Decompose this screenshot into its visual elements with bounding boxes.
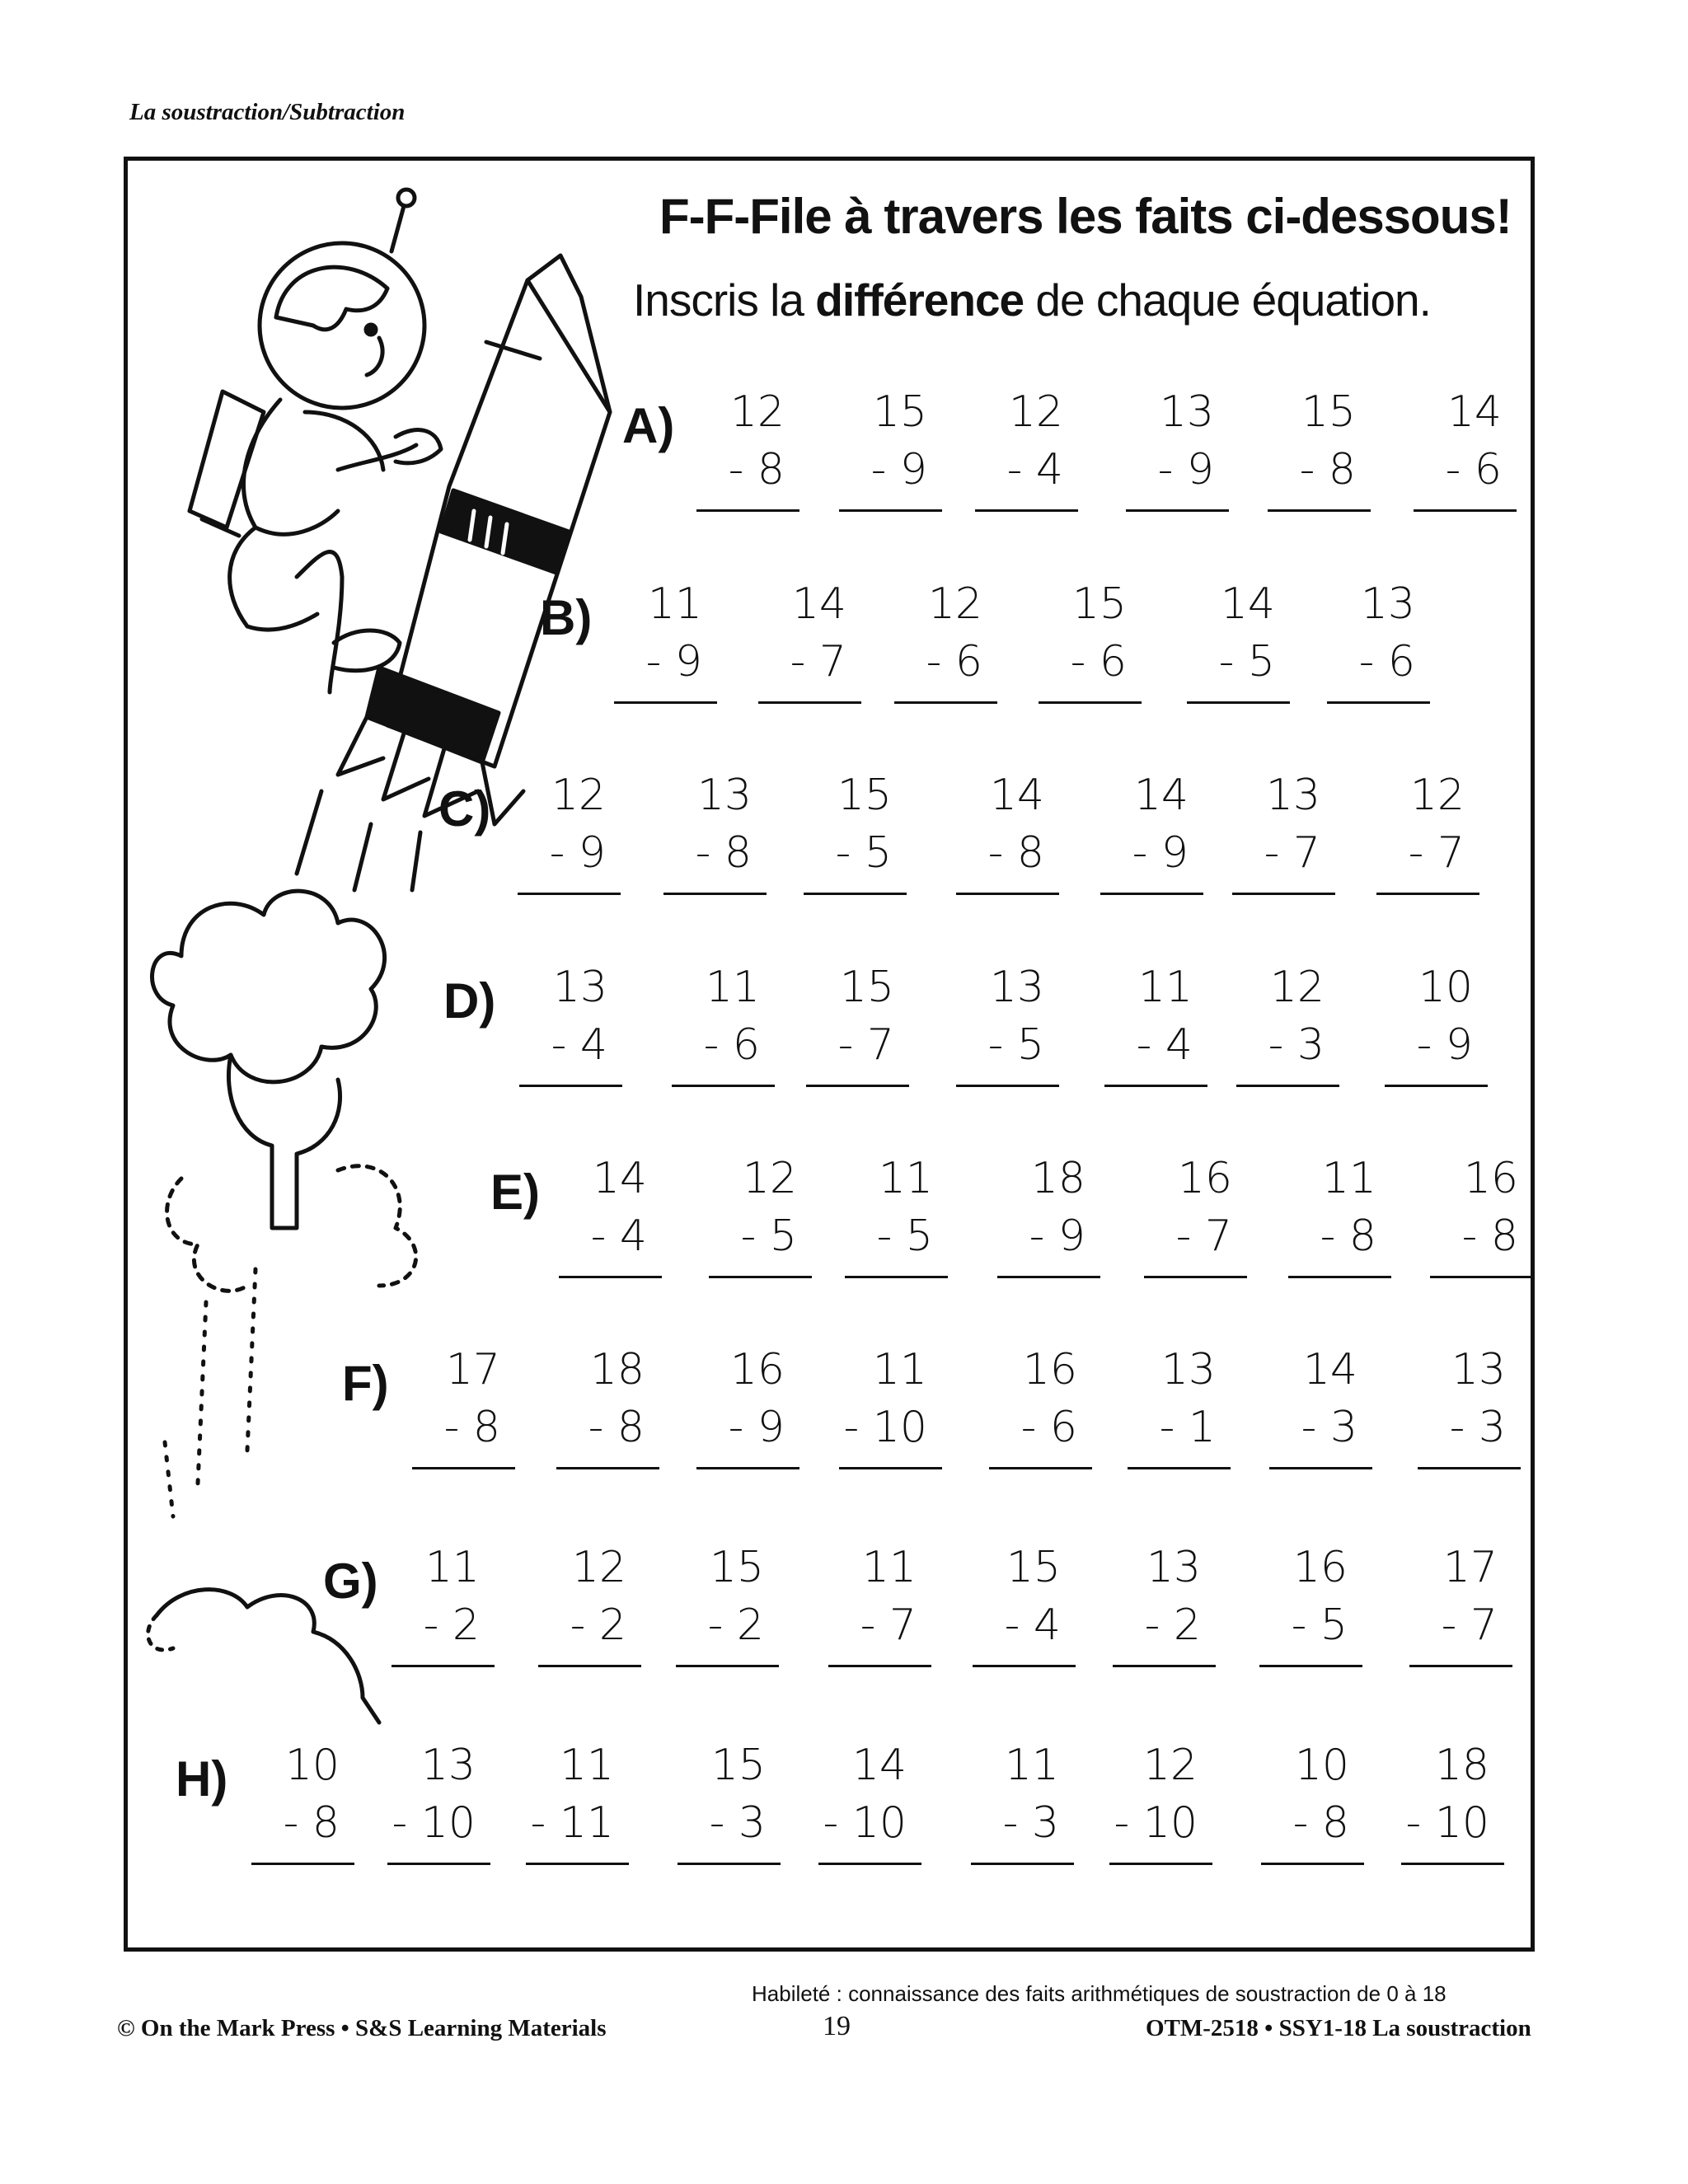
minuend: 12: [1142, 1741, 1198, 1790]
subtrahend: - 7: [837, 1020, 894, 1070]
minuend: 11: [705, 963, 760, 1012]
subtrahend: - 9: [1029, 1212, 1085, 1261]
minuend: 13: [1360, 579, 1415, 629]
answer-line[interactable]: [1126, 509, 1229, 512]
subtrahend: - 7: [1175, 1212, 1232, 1261]
answer-line[interactable]: [956, 1085, 1059, 1087]
answer-line[interactable]: [806, 1085, 909, 1087]
minuend: 11: [1137, 963, 1193, 1012]
answer-line[interactable]: [804, 893, 907, 895]
minuend: 11: [647, 579, 702, 629]
minuend: 13: [989, 963, 1044, 1012]
minuend: 11: [878, 1154, 933, 1203]
answer-line[interactable]: [696, 509, 799, 512]
minuend: 13: [420, 1741, 476, 1790]
answer-line[interactable]: [538, 1665, 641, 1667]
row-label: C): [438, 781, 491, 837]
answer-line[interactable]: [614, 701, 717, 704]
worksheet-title: F-F-File à travers les faits ci-dessous!: [659, 189, 1512, 244]
answer-line[interactable]: [997, 1276, 1100, 1278]
subtrahend: - 3: [1002, 1798, 1059, 1848]
worksheet-instruction: [633, 274, 1431, 326]
row-label: A): [622, 398, 675, 453]
subtrahend: - 8: [1461, 1212, 1518, 1261]
minuend: 12: [742, 1154, 797, 1203]
answer-line[interactable]: [1327, 701, 1430, 704]
answer-line[interactable]: [518, 893, 621, 895]
answer-line[interactable]: [519, 1085, 622, 1087]
answer-line[interactable]: [839, 509, 942, 512]
minuend: 10: [284, 1741, 340, 1790]
answer-line[interactable]: [412, 1467, 515, 1469]
answer-line[interactable]: [387, 1863, 490, 1865]
answer-line[interactable]: [1430, 1276, 1533, 1278]
minuend: 14: [1302, 1345, 1357, 1394]
subtrahend: - 5: [1291, 1601, 1348, 1650]
answer-line[interactable]: [971, 1863, 1074, 1865]
minuend: 17: [1442, 1543, 1498, 1592]
minuend: 15: [1071, 579, 1127, 629]
answer-line[interactable]: [1418, 1467, 1521, 1469]
subtrahend: - 7: [860, 1601, 917, 1650]
subtrahend: - 3: [709, 1798, 766, 1848]
minuend: 14: [851, 1741, 907, 1790]
answer-line[interactable]: [1232, 893, 1335, 895]
subtrahend: - 8: [1320, 1212, 1376, 1261]
answer-line[interactable]: [392, 1665, 495, 1667]
minuend: 15: [839, 963, 894, 1012]
answer-line[interactable]: [1269, 1467, 1372, 1469]
minuend: 16: [1022, 1345, 1077, 1394]
subtrahend: - 7: [1441, 1601, 1498, 1650]
minuend: 12: [1409, 771, 1465, 820]
subtrahend: - 3: [1268, 1020, 1325, 1070]
minuend: 14: [1133, 771, 1189, 820]
minuend: 14: [989, 771, 1044, 820]
answer-line[interactable]: [1236, 1085, 1339, 1087]
minuend: 11: [1004, 1741, 1059, 1790]
subtrahend: - 9: [1416, 1020, 1473, 1070]
answer-line[interactable]: [1268, 509, 1371, 512]
subtrahend: - 10: [843, 1403, 927, 1452]
answer-line[interactable]: [818, 1863, 921, 1865]
minuend: 13: [1160, 1345, 1216, 1394]
row-label: B): [540, 590, 593, 645]
answer-line[interactable]: [526, 1863, 629, 1865]
subtrahend: - 3: [1449, 1403, 1506, 1452]
minuend: 15: [872, 387, 927, 437]
answer-line[interactable]: [1039, 701, 1142, 704]
subtrahend: - 1: [1159, 1403, 1216, 1452]
answer-line[interactable]: [676, 1665, 779, 1667]
minuend: 13: [1451, 1345, 1506, 1394]
minuend: 10: [1418, 963, 1473, 1012]
minuend: 13: [696, 771, 752, 820]
subtrahend: - 6: [1445, 445, 1502, 494]
answer-line[interactable]: [1109, 1863, 1212, 1865]
subtrahend: - 10: [1405, 1798, 1489, 1848]
subtrahend: - 4: [590, 1212, 647, 1261]
answer-line[interactable]: [1376, 893, 1479, 895]
answer-line[interactable]: [839, 1467, 942, 1469]
section-header: La soustraction/Subtraction: [129, 99, 406, 125]
problem-row: [0, 1154, 1688, 1302]
answer-line[interactable]: [556, 1467, 659, 1469]
subtrahend: - 5: [876, 1212, 933, 1261]
answer-line[interactable]: [678, 1863, 781, 1865]
subtrahend: - 10: [392, 1798, 476, 1848]
subtrahend: - 5: [987, 1020, 1044, 1070]
minuend: 12: [571, 1543, 626, 1592]
answer-line[interactable]: [1104, 1085, 1207, 1087]
problem-row: [0, 579, 1688, 728]
minuend: 15: [1301, 387, 1356, 437]
subtrahend: - 2: [423, 1601, 480, 1650]
minuend: 12: [1269, 963, 1325, 1012]
subtrahend: - 3: [1301, 1403, 1357, 1452]
minuend: 10: [1294, 1741, 1349, 1790]
subtrahend: - 8: [588, 1403, 645, 1452]
minuend: 12: [1008, 387, 1063, 437]
instruction-prefix: Inscris la: [633, 274, 816, 326]
footer-skill: Habileté : connaissance des faits arithmétiques de soustraction de 0 à 18: [752, 1981, 1447, 2006]
answer-line[interactable]: [1261, 1863, 1364, 1865]
problem-row: [0, 1345, 1688, 1493]
subtrahend: - 6: [703, 1020, 760, 1070]
answer-line[interactable]: [845, 1276, 948, 1278]
subtrahend: - 9: [870, 445, 927, 494]
minuend: 18: [1434, 1741, 1489, 1790]
subtrahend: - 10: [1114, 1798, 1198, 1848]
minuend: 14: [791, 579, 846, 629]
minuend: 18: [1030, 1154, 1085, 1203]
answer-line[interactable]: [1414, 509, 1517, 512]
minuend: 14: [1447, 387, 1502, 437]
subtrahend: - 7: [790, 637, 846, 687]
subtrahend: - 8: [728, 445, 785, 494]
answer-line[interactable]: [709, 1276, 812, 1278]
answer-line[interactable]: [1144, 1276, 1247, 1278]
answer-line[interactable]: [894, 701, 997, 704]
answer-line[interactable]: [1113, 1665, 1216, 1667]
minuend: 18: [589, 1345, 645, 1394]
minuend: 15: [710, 1741, 766, 1790]
row-label: H): [176, 1751, 228, 1807]
subtrahend: - 6: [1070, 637, 1127, 687]
minuend: 16: [729, 1345, 785, 1394]
row-label: G): [323, 1554, 378, 1609]
answer-line[interactable]: [1128, 1467, 1231, 1469]
minuend: 14: [592, 1154, 647, 1203]
subtrahend: - 9: [645, 637, 702, 687]
subtrahend: - 5: [1218, 637, 1275, 687]
minuend: 11: [1321, 1154, 1376, 1203]
answer-line[interactable]: [559, 1276, 662, 1278]
subtrahend: - 8: [283, 1798, 340, 1848]
answer-line[interactable]: [975, 509, 1078, 512]
footer-copyright: © On the Mark Press • S&S Learning Materials: [117, 2015, 607, 2041]
minuend: 15: [1006, 1543, 1061, 1592]
subtrahend: - 5: [835, 828, 892, 878]
answer-line[interactable]: [1288, 1276, 1391, 1278]
answer-line[interactable]: [1187, 701, 1290, 704]
minuend: 11: [424, 1543, 480, 1592]
minuend: 11: [861, 1543, 917, 1592]
subtrahend: - 6: [1020, 1403, 1077, 1452]
answer-line[interactable]: [1259, 1665, 1362, 1667]
subtrahend: - 8: [695, 828, 752, 878]
minuend: 12: [729, 387, 785, 437]
subtrahend: - 4: [551, 1020, 607, 1070]
answer-line[interactable]: [989, 1467, 1092, 1469]
answer-line[interactable]: [1100, 893, 1203, 895]
answer-line[interactable]: [828, 1665, 931, 1667]
row-label: D): [443, 973, 496, 1029]
subtrahend: - 2: [570, 1601, 626, 1650]
minuend: 13: [1159, 387, 1214, 437]
instruction-suffix: de chaque équation.: [1024, 274, 1431, 326]
answer-line[interactable]: [1401, 1863, 1504, 1865]
subtrahend: - 8: [1292, 1798, 1349, 1848]
minuend: 16: [1177, 1154, 1232, 1203]
minuend: 13: [552, 963, 607, 1012]
answer-line[interactable]: [1385, 1085, 1488, 1087]
answer-line[interactable]: [672, 1085, 775, 1087]
subtrahend: - 4: [1004, 1601, 1061, 1650]
minuend: 15: [837, 771, 892, 820]
answer-line[interactable]: [696, 1467, 799, 1469]
subtrahend: - 6: [1358, 637, 1415, 687]
subtrahend: - 2: [1144, 1601, 1201, 1650]
problem-row: [0, 963, 1688, 1111]
problem-row: [0, 771, 1688, 919]
minuend: 12: [551, 771, 606, 820]
minuend: 13: [1146, 1543, 1201, 1592]
answer-line[interactable]: [1409, 1665, 1512, 1667]
minuend: 16: [1292, 1543, 1348, 1592]
problem-row: [0, 387, 1688, 536]
subtrahend: - 11: [530, 1798, 614, 1848]
minuend: 14: [1220, 579, 1275, 629]
answer-line[interactable]: [973, 1665, 1076, 1667]
minuend: 13: [1265, 771, 1320, 820]
subtrahend: - 9: [549, 828, 606, 878]
minuend: 15: [709, 1543, 764, 1592]
subtrahend: - 4: [1136, 1020, 1193, 1070]
subtrahend: - 8: [443, 1403, 500, 1452]
minuend: 17: [445, 1345, 500, 1394]
page-number: 19: [823, 2011, 851, 2041]
subtrahend: - 10: [823, 1798, 907, 1848]
answer-line[interactable]: [251, 1863, 354, 1865]
subtrahend: - 7: [1264, 828, 1320, 878]
answer-line[interactable]: [663, 893, 767, 895]
problem-row: [0, 1741, 1688, 1889]
footer-product-code: OTM-2518 • SSY1-18 La soustraction: [1146, 2015, 1531, 2041]
minuend: 12: [927, 579, 982, 629]
subtrahend: - 7: [1408, 828, 1465, 878]
problem-row: [0, 1543, 1688, 1691]
answer-line[interactable]: [758, 701, 861, 704]
minuend: 11: [559, 1741, 614, 1790]
instruction-bold-word: différence: [815, 274, 1025, 326]
subtrahend: - 9: [1157, 445, 1214, 494]
subtrahend: - 8: [1299, 445, 1356, 494]
answer-line[interactable]: [956, 893, 1059, 895]
subtrahend: - 5: [740, 1212, 797, 1261]
subtrahend: - 2: [707, 1601, 764, 1650]
subtrahend: - 6: [926, 637, 982, 687]
minuend: 11: [872, 1345, 927, 1394]
row-label: F): [342, 1356, 389, 1411]
subtrahend: - 9: [1132, 828, 1189, 878]
subtrahend: - 9: [728, 1403, 785, 1452]
row-label: E): [490, 1165, 540, 1220]
subtrahend: - 4: [1006, 445, 1063, 494]
subtrahend: - 8: [987, 828, 1044, 878]
minuend: 16: [1463, 1154, 1518, 1203]
